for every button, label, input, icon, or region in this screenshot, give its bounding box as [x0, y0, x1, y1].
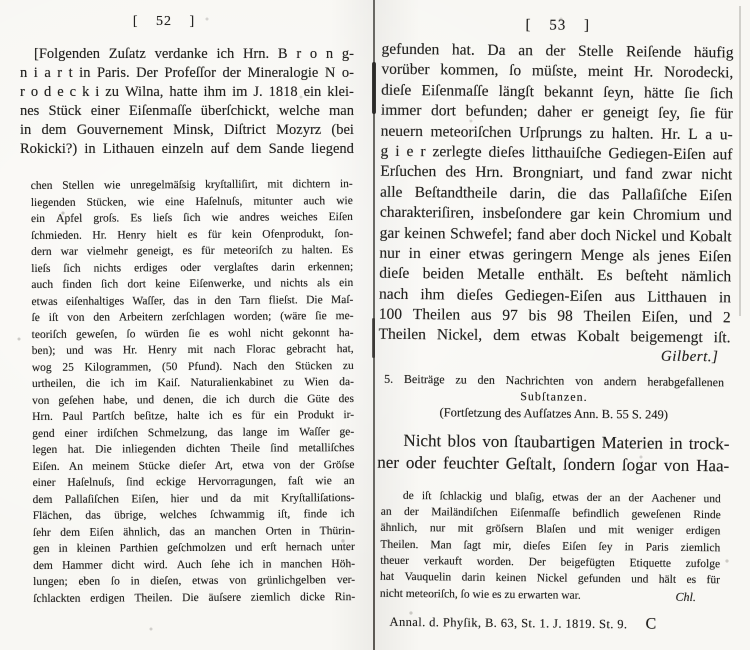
- text-line: Erſuchen des Hrn. Brongniart, und fand zwar nicht: [380, 163, 733, 184]
- right-main-paragraph: [378, 40, 733, 350]
- text-line: r o d e c k i zu Wilna, hatte ihm im J. 1818 ein klei-: [20, 84, 354, 100]
- text-line: dieſe Eiſenmaſſe längſt bekannt ſeyn, hätte ſie ſich: [381, 81, 734, 103]
- text-line: ben); und was Hr. Henry mit nach Florac gebracht hat,: [31, 343, 354, 357]
- left-editor-note: [31, 176, 356, 607]
- text-line: g i e r zerlegte dieſes litthauiſche Gediegen-Eiſen auf: [380, 142, 733, 164]
- gilbert-signature: Gilbert.]: [660, 348, 719, 366]
- footer-line: [390, 614, 728, 634]
- text-line: an der Mailändiſchen Eiſenmaſſe befindlich geweſenen Rinde: [380, 505, 721, 522]
- text-line: von geſehen habe, und denen, die ich durch die Güte des: [32, 392, 354, 407]
- text-line: liegenden Stücken, wie eine Haſelnuſs, mitunter auch wie: [30, 194, 353, 209]
- section-heading-line1: 5. Beiträge zu den Nachrichten von andern herabgefallenen: [384, 371, 725, 390]
- text-line: n i a r t in Paris. Der Profeſſor der Mineralogie N o-: [20, 65, 354, 81]
- scan-edge-artifact: [739, 6, 741, 316]
- text-line: urtheilen, die ich im Kaiſ. Naturalienkabinet zu Wien da-: [31, 376, 354, 390]
- text-line: ſchmieden. Hr. Henry hielt es für kein Ofenprodukt, ſon-: [31, 227, 354, 242]
- journal-reference: Annal. d. Phyſik, B. 63, St. 1. J. 1819. St. 9.: [389, 614, 628, 632]
- text-line: Theilen. Man ſagt mir, dieſes Eiſen ſey in Paris ziemlich: [380, 538, 721, 555]
- text-line: gend einer irdiſchen Schmelzung, das lange im Waſſer ge-: [32, 425, 355, 440]
- text-line: wog 25 Kilogrammen, (50 Pfund). Nach den Stücken zu: [31, 359, 354, 374]
- text-line: ähnlich, nur mit gröſsern Blaſen und mit weniger erdigen: [380, 522, 721, 538]
- text-line: [Folgenden Zuſatz verdanke ich Hrn. B r o n g-: [34, 46, 354, 62]
- text-line: einer Haſelnuſs, ſind eckige Hervorragungen, faſt wie an: [32, 475, 355, 489]
- text-line: de iſt ſchlackig und blaſig, etwas der an der Aachener und: [402, 489, 721, 506]
- text-line: nicht meteoriſch, ſo wie es zu erwarten war.: [379, 587, 581, 602]
- text-line: chen Stellen wie unregelmäſsig kryſtalliſirt, mit dichtern in-: [30, 178, 353, 192]
- gutter-ink-blob: [372, 318, 375, 358]
- text-line: hat Vauquelin darin keinen Nickel gefunden und hält es für: [379, 571, 721, 587]
- section-subheading: (Fortſetzung des Aufſatzes Ann. B. 55 S. 249): [439, 405, 669, 422]
- text-line: charakteriſiren, insbeſondere gar kein Chromium und: [379, 203, 732, 225]
- text-line: teoriſch geweſen, ſo würden ſie es wohl nicht gekonnt ha-: [31, 326, 354, 341]
- text-line: gefunden hat. Da an der Stelle Reiſende häufig: [381, 40, 734, 62]
- text-line: gar keinen Schwefel; fand aber doch Nickel und Kobalt: [379, 224, 732, 245]
- paper-speckles: [0, 0, 2, 2]
- printer-signature-mark: C: [645, 615, 657, 633]
- text-line: nach ihm dieſes Gediegen-Eiſen aus Litthauen in: [378, 285, 732, 307]
- text-line: lungen; eben ſo in dieſen, etwas von grünlichgelben ver-: [33, 574, 356, 588]
- text-line: 100 Theilen aus 97 bis 98 Theilen Eiſen, und 2: [378, 305, 731, 327]
- chladni-signature: Chl.: [675, 589, 696, 604]
- text-line: Theilen Nickel, dem etwas Kobalt beigemengt iſt.: [378, 326, 731, 347]
- text-line: neuern meteoriſchen Urſprungs zu halten. Hr. L a u-: [380, 122, 733, 143]
- text-line: Hrn. Paul Partſch beſitze, halte ich es für ein Produkt ir-: [32, 409, 355, 423]
- right-footnote: [380, 488, 721, 606]
- text-line: ner oder feuchter Geſtalt, ſondern ſogar von Haa-: [377, 452, 730, 476]
- text-line: vorüber kommen, ſo müſste, meint Hr. Norodecki,: [381, 61, 734, 82]
- text-line: legen hat. Die inliegenden dichten Theile ſind metalliſches: [32, 442, 355, 456]
- page-number-left: [ 52 ]: [132, 14, 196, 29]
- text-line: immer dort befunden; daher er geneigt ſey, ſie für: [380, 101, 733, 123]
- text-line: theuer verkauft worden. Der beigefügten Etiquette zufolge: [380, 554, 721, 571]
- page-number-right: [ 53 ]: [525, 17, 591, 34]
- left-page: [20, 10, 354, 606]
- text-line: dieſe beiden Metalle enthält. Es beſteht nämlich: [379, 264, 732, 286]
- gutter-ink-blob: [373, 520, 375, 650]
- text-line: gen in kleinen Parthien geſchmolzen und erſt hernach unter: [32, 541, 355, 555]
- text-line: Nicht blos von ſtaubartigen Materien in trock-: [403, 430, 730, 454]
- text-line: nes Stück einer Eiſenmaſſe überſchickt, welche man: [20, 103, 354, 119]
- text-line: alle Beſtandtheile darin, die das Pallaſiſche Eiſen: [380, 183, 733, 205]
- text-line: ſchlackten erdigen Theilen. Die äuſsere ziemlich dicke Rin-: [33, 590, 356, 605]
- text-line: nur in einer etwas geringern Menge als jenes Eiſen: [379, 244, 732, 266]
- text-line: auch finden ſich dort keine Eiſenwerke, und nichts als ein: [31, 277, 354, 291]
- text-line: dern war vielmehr geneigt, es für meteoriſch zu halten. Es: [31, 244, 354, 258]
- text-line: dem Pallaſiſchen Eiſen, hier und da mit Kryſtalliſations-: [32, 491, 355, 506]
- text-line: lieſs ſich nichts erdiges oder verglaſtes darin erkennen;: [31, 260, 354, 275]
- text-line: in dem Gouvernement Minsk, Diſtrict Mozyrz (bei: [20, 122, 354, 138]
- text-line: ein Apfel groſs. Es lieſs ſich wie andres weiches Eiſen: [30, 211, 353, 225]
- text-line: ſehr dem Eiſen ähnlich, das an manchen Orten in Thürin-: [32, 524, 355, 539]
- left-main-paragraph: [20, 45, 354, 159]
- text-line: Eiſen. An meinem Stücke dieſer Art, etwa von der Gröſse: [32, 458, 355, 473]
- section-heading-line2: Subſtanzen.: [520, 389, 588, 404]
- text-line: Rokicki?) in Lithauen einzeln auf dem Sande liegend: [20, 141, 354, 157]
- right-page: [376, 10, 734, 634]
- text-line: etwas eiſenhaltiges Waſſer, das in den Tarn flieſst. Die Maſ-: [31, 293, 354, 308]
- text-line: ſe iſt von den Arbeitern zerſchlagen worden; (wäre ſie me-: [31, 310, 354, 324]
- gutter-ink-blob: [372, 62, 376, 114]
- text-line: dem Hammer dicht wird. Auch ſehe ich in manchen Höh-: [33, 557, 356, 572]
- right-second-paragraph: [377, 430, 729, 478]
- text-line: Flächen, das übrige, welches ſchwammig iſt, finde ich: [32, 508, 355, 522]
